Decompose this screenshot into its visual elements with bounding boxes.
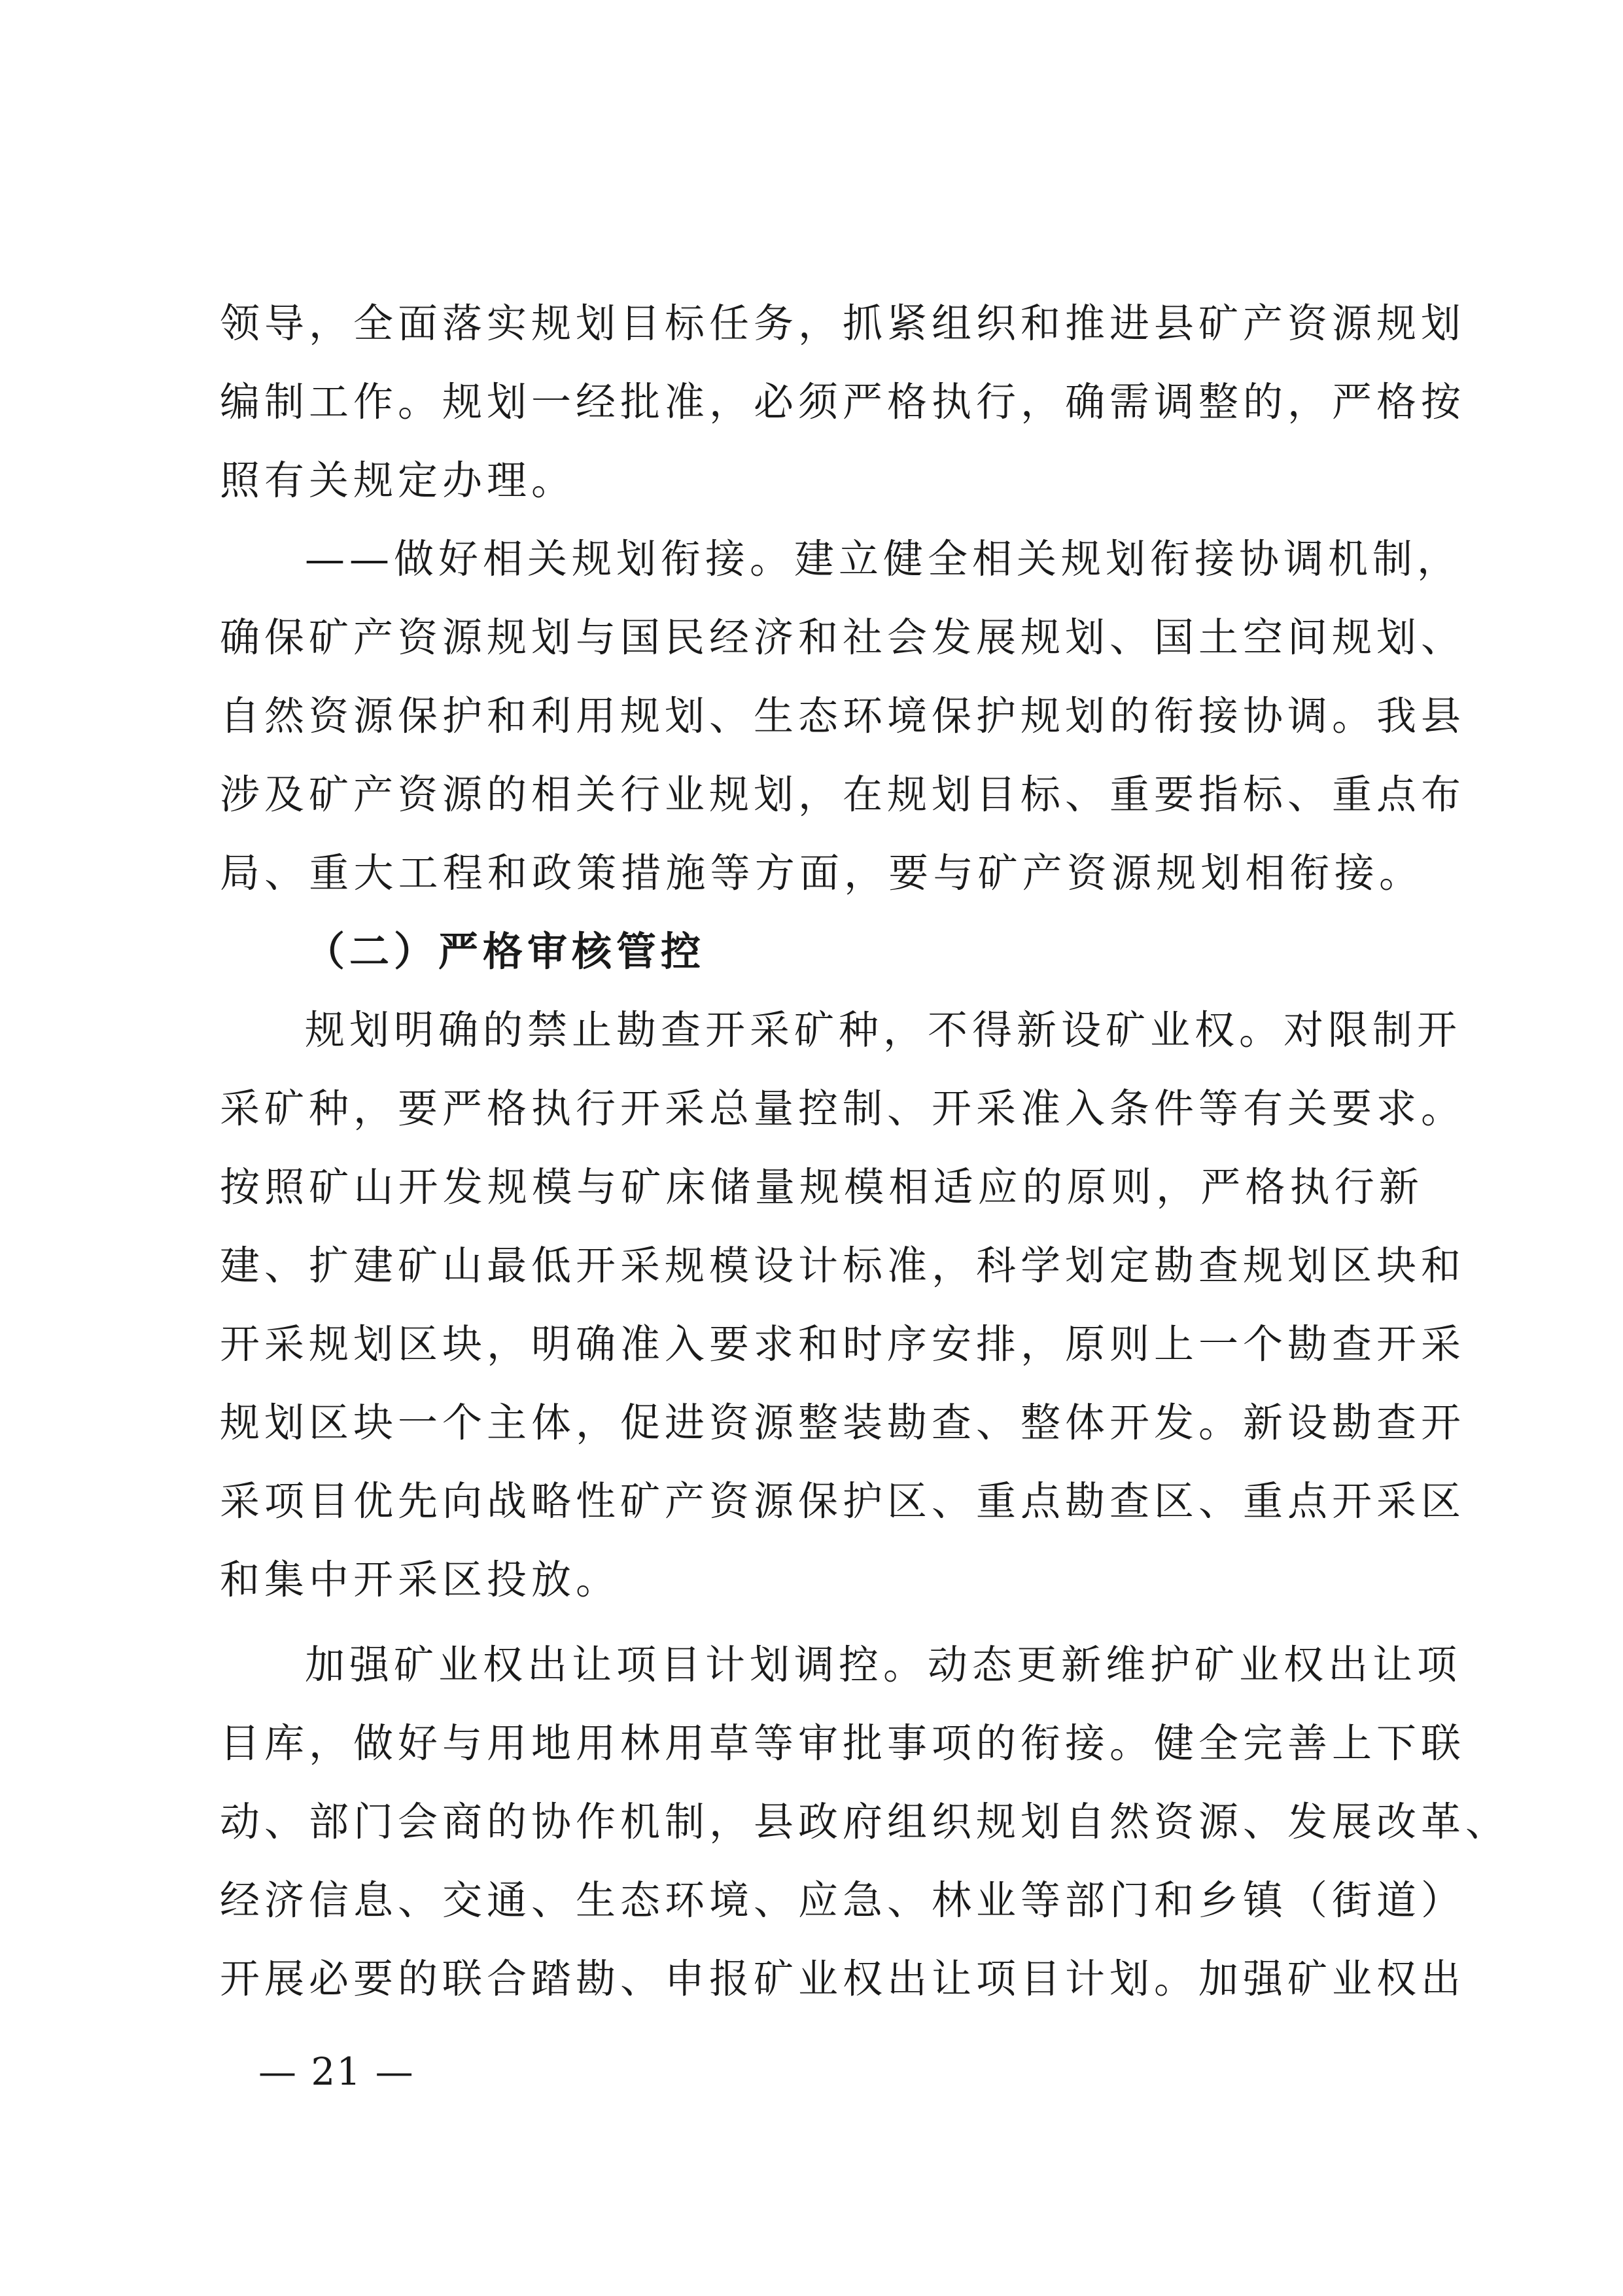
body-line: 编制工作。规划一经批准，必须严格执行，确需调整的，严格按 bbox=[220, 379, 1466, 425]
body-line: 和集中开采区投放。 bbox=[220, 1557, 621, 1603]
body-line: 自然资源保护和利用规划、生态环境保护规划的衔接协调。我县 bbox=[220, 693, 1466, 739]
body-line: 开展必要的联合踏勘、申报矿业权出让项目计划。加强矿业权出 bbox=[220, 1956, 1466, 2002]
section-heading: （二）严格审核管控 bbox=[305, 928, 706, 975]
body-line: 加强矿业权出让项目计划调控。动态更新维护矿业权出让项 bbox=[305, 1642, 1462, 1688]
body-line: 开采规划区块，明确准入要求和时序安排，原则上一个勘查开采 bbox=[220, 1321, 1466, 1368]
body-line: 领导，全面落实规划目标任务，抓紧组织和推进县矿产资源规划 bbox=[220, 300, 1466, 347]
body-line: 经济信息、交通、生态环境、应急、林业等部门和乡镇（街道） bbox=[220, 1877, 1466, 1924]
page-number: — 21 — bbox=[258, 2049, 415, 2094]
body-line: 规划区块一个主体，促进资源整装勘查、整体开发。新设勘查开 bbox=[220, 1400, 1466, 1446]
body-line: 动、部门会商的协作机制，县政府组织规划自然资源、发展改革、 bbox=[220, 1799, 1510, 1845]
body-line: 局、重大工程和政策措施等方面，要与矿产资源规划相衔接。 bbox=[220, 850, 1423, 896]
body-line: 规划明确的禁止勘查开采矿种，不得新设矿业权。对限制开 bbox=[305, 1007, 1462, 1053]
body-line: ——做好相关规划衔接。建立健全相关规划衔接协调机制， bbox=[305, 536, 1462, 582]
body-line: 确保矿产资源规划与国民经济和社会发展规划、国土空间规划、 bbox=[220, 614, 1466, 661]
body-line: 涉及矿产资源的相关行业规划，在规划目标、重要指标、重点布 bbox=[220, 771, 1466, 818]
body-line: 采项目优先向战略性矿产资源保护区、重点勘查区、重点开采区 bbox=[220, 1478, 1466, 1525]
body-line: 照有关规定办理。 bbox=[220, 457, 576, 504]
body-line: 采矿种，要严格执行开采总量控制、开采准入条件等有关要求。 bbox=[220, 1086, 1466, 1132]
body-line: 按照矿山开发规模与矿床储量规模相适应的原则，严格执行新 bbox=[220, 1164, 1423, 1210]
body-line: 目库，做好与用地用林用草等审批事项的衔接。健全完善上下联 bbox=[220, 1720, 1466, 1767]
body-line: 建、扩建矿山最低开采规模设计标准，科学划定勘查规划区块和 bbox=[220, 1243, 1466, 1289]
